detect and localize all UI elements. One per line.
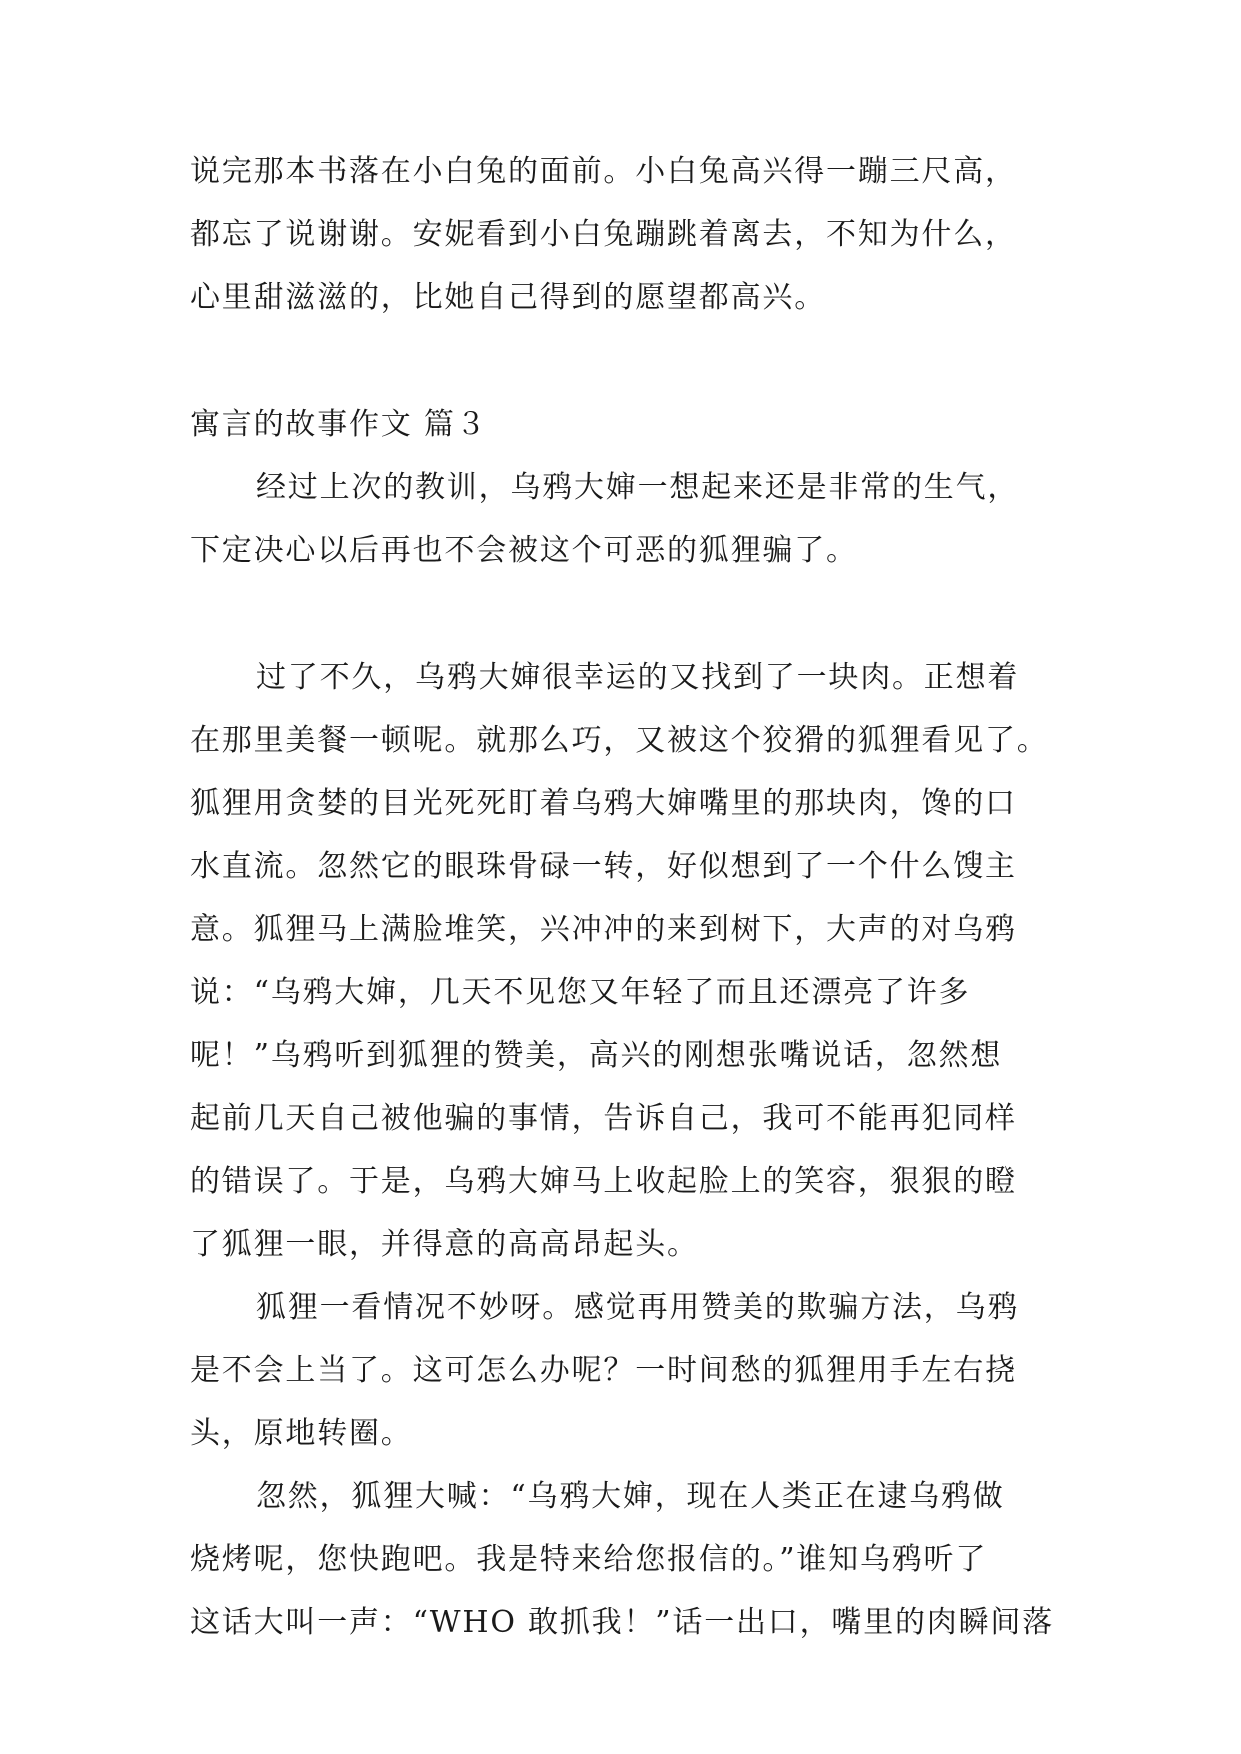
text-line: 心里甜滋滋的，比她自己得到的愿望都高兴。 — [190, 280, 826, 315]
text-line: 忽然，狐狸大喊：“乌鸦大婶，现在人类正在逮乌鸦做 — [256, 1479, 1005, 1514]
text-line: 的错误了。于是，乌鸦大婶马上收起脸上的笑容，狠狠的瞪 — [190, 1164, 1017, 1199]
text-line: 下定决心以后再也不会被这个可恶的狐狸骗了。 — [190, 533, 858, 568]
text-line: 说：“乌鸦大婶，几天不见您又年轻了而且还漂亮了许多 — [190, 975, 971, 1010]
text-line: 这话大叫一声：“WHO 敢抓我！”话一出口，嘴里的肉瞬间落 — [190, 1605, 1055, 1640]
text-line: 起前几天自己被他骗的事情，告诉自己，我可不能再犯同样 — [190, 1101, 1017, 1136]
text-line: 水直流。忽然它的眼珠骨碌一转，好似想到了一个什么馊主 — [190, 849, 1017, 884]
text-line: 是不会上当了。这可怎么办呢？一时间愁的狐狸用手左右挠 — [190, 1353, 1017, 1388]
text-line: 意。狐狸马上满脸堆笑，兴冲冲的来到树下，大声的对乌鸦 — [190, 912, 1017, 947]
text-line: 都忘了说谢谢。安妮看到小白兔蹦跳着离去，不知为什么， — [190, 217, 1017, 252]
text-line: 经过上次的教训，乌鸦大婶一想起来还是非常的生气， — [256, 470, 1020, 505]
text-line: 头，原地转圈。 — [190, 1416, 413, 1451]
section-heading: 寓言的故事作文 篇３ — [190, 407, 488, 442]
text-line: 烧烤呢，您快跑吧。我是特来给您报信的。”谁知乌鸦听了 — [190, 1542, 988, 1577]
text-line: 呢！”乌鸦听到狐狸的赞美，高兴的刚想张嘴说话，忽然想 — [190, 1038, 1003, 1073]
text-line: 过了不久，乌鸦大婶很幸运的又找到了一块肉。正想着 — [256, 660, 1020, 695]
text-line: 在那里美餐一顿呢。就那么巧，又被这个狡猾的狐狸看见了。 — [190, 723, 1049, 758]
text-line: 说完那本书落在小白兔的面前。小白兔高兴得一蹦三尺高， — [190, 154, 1017, 189]
text-line: 了狐狸一眼，并得意的高高昂起头。 — [190, 1227, 699, 1262]
text-line: 狐狸用贪婪的目光死死盯着乌鸦大婶嘴里的那块肉，馋的口 — [190, 786, 1017, 821]
text-line: 狐狸一看情况不妙呀。感觉再用赞美的欺骗方法，乌鸦 — [256, 1290, 1020, 1325]
